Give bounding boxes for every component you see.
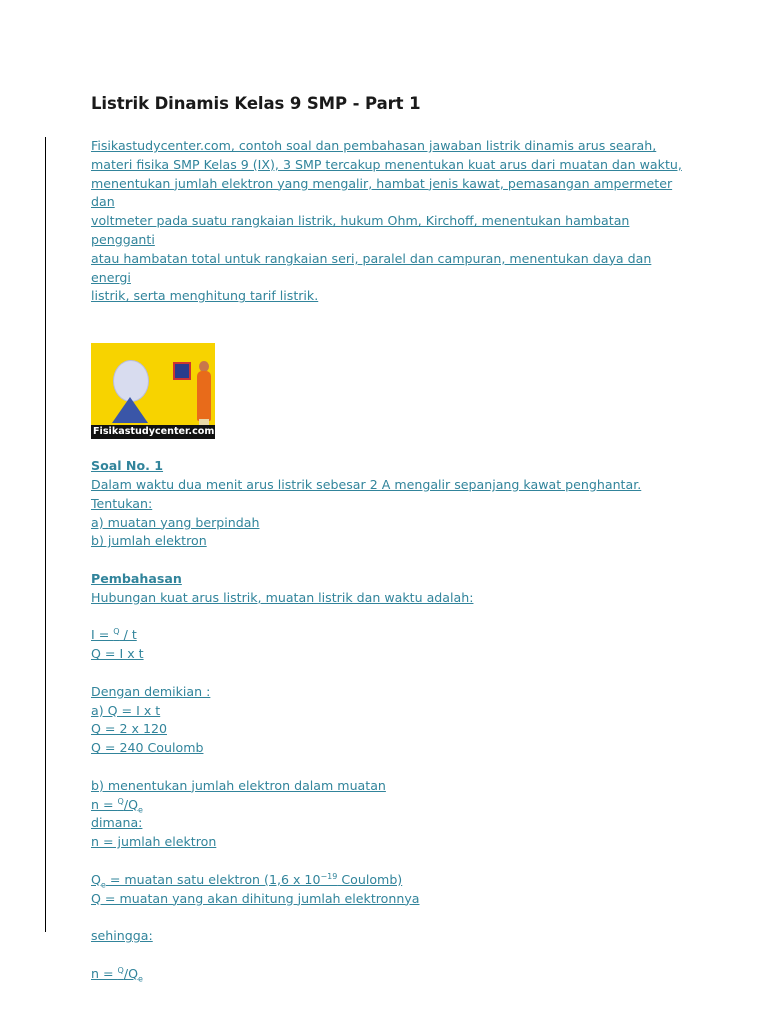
formula-sub: e xyxy=(138,974,143,984)
intro-line[interactable]: menentukan jumlah elektron yang mengalir, hambat jenis kawat, pemasangan ampermeter dan xyxy=(91,175,673,210)
pembahasan-intro[interactable]: Hubungan kuat arus listrik, muatan listrik dan waktu adalah: xyxy=(91,589,474,605)
soal-line[interactable]: Tentukan: xyxy=(91,495,153,511)
fisikastudycenter-logo[interactable] xyxy=(91,343,217,439)
intro-line[interactable]: voltmeter pada suatu rangkaian listrik, hukum Ohm, Kirchoff, menentukan hambatan pengganti xyxy=(91,213,630,247)
formula-sub: e xyxy=(100,880,106,890)
formula-sup: Q xyxy=(117,965,124,975)
picture-frame-shape xyxy=(173,362,191,380)
logo-caption-band xyxy=(91,425,215,439)
formula-part: Q xyxy=(91,871,101,887)
n-definition[interactable]: n = jumlah elektron xyxy=(91,834,217,850)
demikian-line[interactable]: Dengan demikian : xyxy=(91,683,211,699)
lightbulb-head-shape xyxy=(113,360,149,402)
formula-current[interactable] xyxy=(91,626,691,645)
formula-part: I = xyxy=(91,627,114,643)
formula-sup: Q xyxy=(117,796,124,806)
formula-sup: Q xyxy=(113,627,120,637)
formula-charge[interactable]: Q = I x t xyxy=(91,646,144,662)
logo-caption: Fisikastudycenter.com xyxy=(93,426,215,438)
figure-body-shape xyxy=(112,397,148,423)
formula-part: = muatan satu elektron (1,6 x 10 xyxy=(105,871,321,887)
answer-b-heading[interactable]: b) menentukan jumlah elektron dalam muatan xyxy=(91,777,386,793)
formula-sub: e xyxy=(138,805,143,815)
margin-line xyxy=(45,137,46,932)
formula-part: / t xyxy=(119,627,137,643)
answer-a-line[interactable]: Q = 240 Coulomb xyxy=(91,740,204,756)
formula-part: Coulomb) xyxy=(337,871,403,887)
formula-part: n = xyxy=(91,965,118,981)
formula-electron-count[interactable] xyxy=(91,796,691,815)
soal-line[interactable]: a) muatan yang berpindah xyxy=(91,514,260,530)
soal-line[interactable]: b) jumlah elektron xyxy=(91,533,207,549)
formula-electron-count-final[interactable] xyxy=(91,965,691,984)
soal-heading[interactable]: Soal No. 1 xyxy=(91,458,164,474)
document-body xyxy=(91,137,691,983)
sehingga-line[interactable]: sehingga: xyxy=(91,928,153,944)
intro-paragraph xyxy=(91,137,683,306)
answer-a-line[interactable]: Q = 2 x 120 xyxy=(91,721,167,737)
intro-line[interactable]: materi fisika SMP Kelas 9 (IX), 3 SMP tercakup menentukan kuat arus dari muatan dan waktu, xyxy=(91,156,682,172)
formula-part: /Q xyxy=(123,796,138,812)
formula-part: n = xyxy=(91,796,118,812)
formula-sup: −19 xyxy=(320,871,338,881)
qe-definition[interactable] xyxy=(91,871,691,890)
pembahasan-heading[interactable]: Pembahasan xyxy=(91,570,182,586)
dimana-line[interactable]: dimana: xyxy=(91,815,143,831)
person-body-shape xyxy=(197,371,211,421)
intro-line[interactable]: Fisikastudycenter.com, contoh soal dan pembahasan jawaban listrik dinamis arus searah, xyxy=(91,138,657,153)
answer-a-line[interactable]: a) Q = I x t xyxy=(91,702,161,718)
intro-line[interactable]: listrik, serta menghitung tarif listrik. xyxy=(91,288,319,304)
page-title: Listrik Dinamis Kelas 9 SMP - Part 1 xyxy=(91,94,421,113)
q-definition[interactable]: Q = muatan yang akan dihitung jumlah elektronnya xyxy=(91,890,420,906)
soal-line[interactable]: Dalam waktu dua menit arus listrik sebesar 2 A mengalir sepanjang kawat penghantar. xyxy=(91,476,642,492)
intro-line[interactable]: atau hambatan total untuk rangkaian seri, paralel dan campuran, menentukan daya dan energi xyxy=(91,250,652,285)
formula-part: /Q xyxy=(123,965,138,981)
